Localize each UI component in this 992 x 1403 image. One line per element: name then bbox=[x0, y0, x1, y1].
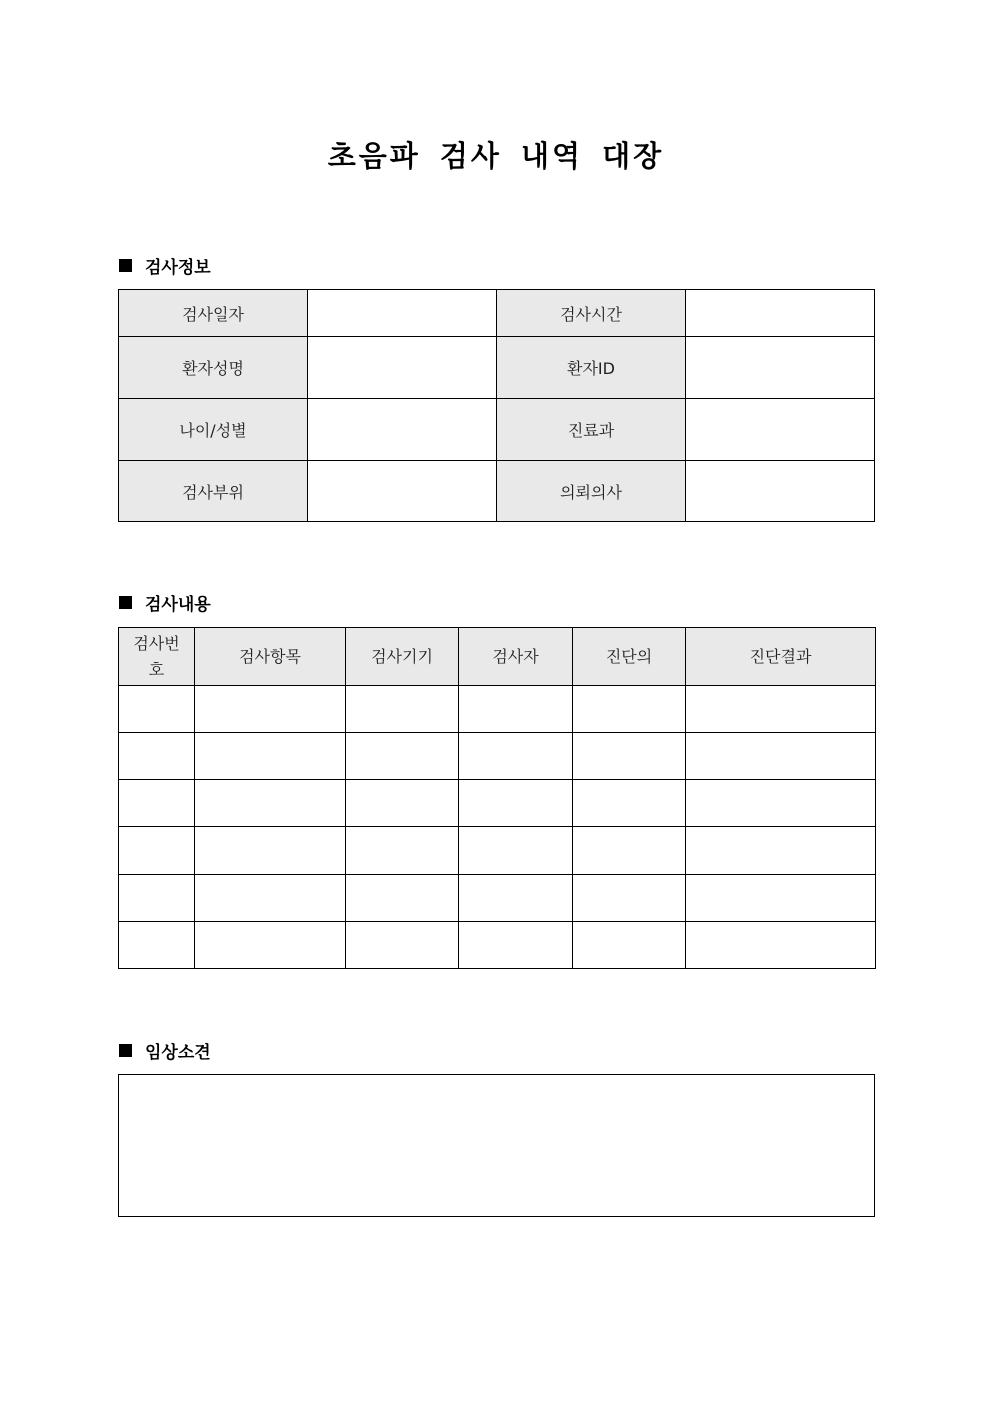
cell-diagnosis-result[interactable] bbox=[686, 922, 876, 969]
cell-exam-number[interactable] bbox=[119, 875, 195, 922]
info-row bbox=[119, 461, 875, 522]
document-title: 초음파 검사 내역 대장 bbox=[327, 139, 665, 173]
label-exam-time: 검사시간 bbox=[497, 290, 686, 337]
info-row bbox=[119, 290, 875, 337]
cell-diagnosis-result[interactable] bbox=[686, 733, 876, 780]
cell-diagnostician[interactable] bbox=[573, 733, 686, 780]
cell-diagnostician[interactable] bbox=[573, 780, 686, 827]
cell-exam-number[interactable] bbox=[119, 780, 195, 827]
exam-content-table bbox=[118, 627, 876, 969]
exam-time-field[interactable] bbox=[686, 290, 875, 337]
table-row bbox=[119, 733, 876, 780]
cell-diagnostician[interactable] bbox=[573, 875, 686, 922]
age-sex-field[interactable] bbox=[308, 399, 497, 461]
referring-doctor-field[interactable] bbox=[686, 461, 875, 522]
cell-exam-device[interactable] bbox=[346, 827, 459, 875]
table-row bbox=[119, 922, 876, 969]
section-heading-label: 임상소견 bbox=[145, 1042, 211, 1063]
clinical-opinion-field[interactable] bbox=[118, 1074, 875, 1217]
cell-examiner[interactable] bbox=[459, 780, 573, 827]
cell-exam-number[interactable] bbox=[119, 827, 195, 875]
cell-examiner[interactable] bbox=[459, 922, 573, 969]
cell-examiner[interactable] bbox=[459, 733, 573, 780]
black-square-icon bbox=[119, 596, 132, 609]
cell-exam-item[interactable] bbox=[195, 827, 346, 875]
cell-exam-device[interactable] bbox=[346, 733, 459, 780]
patient-name-field[interactable] bbox=[308, 337, 497, 399]
cell-exam-device[interactable] bbox=[346, 922, 459, 969]
section-heading-clinical-opinion bbox=[119, 1038, 211, 1062]
cell-exam-item[interactable] bbox=[195, 780, 346, 827]
label-department: 진료과 bbox=[497, 399, 686, 461]
black-square-icon bbox=[119, 259, 132, 272]
column-header-exam-number: 검사번호 bbox=[119, 628, 195, 686]
cell-examiner[interactable] bbox=[459, 875, 573, 922]
label-exam-date: 검사일자 bbox=[119, 290, 308, 337]
info-row bbox=[119, 337, 875, 399]
column-header-exam-item: 검사항목 bbox=[195, 628, 346, 686]
info-row bbox=[119, 399, 875, 461]
cell-exam-number[interactable] bbox=[119, 686, 195, 733]
cell-exam-item[interactable] bbox=[195, 733, 346, 780]
patient-id-field[interactable] bbox=[686, 337, 875, 399]
cell-exam-number[interactable] bbox=[119, 922, 195, 969]
cell-diagnostician[interactable] bbox=[573, 827, 686, 875]
section-heading-exam-info bbox=[119, 253, 211, 277]
cell-diagnostician[interactable] bbox=[573, 922, 686, 969]
cell-exam-device[interactable] bbox=[346, 875, 459, 922]
cell-exam-item[interactable] bbox=[195, 922, 346, 969]
column-header-diagnosis-result: 진단결과 bbox=[686, 628, 876, 686]
column-header-examiner: 검사자 bbox=[459, 628, 573, 686]
cell-exam-item[interactable] bbox=[195, 875, 346, 922]
label-exam-site: 검사부위 bbox=[119, 461, 308, 522]
cell-exam-number[interactable] bbox=[119, 733, 195, 780]
cell-diagnosis-result[interactable] bbox=[686, 827, 876, 875]
table-row bbox=[119, 875, 876, 922]
cell-exam-device[interactable] bbox=[346, 686, 459, 733]
exam-site-field[interactable] bbox=[308, 461, 497, 522]
cell-diagnosis-result[interactable] bbox=[686, 875, 876, 922]
cell-diagnosis-result[interactable] bbox=[686, 686, 876, 733]
section-heading-label: 검사정보 bbox=[145, 257, 211, 278]
exam-date-field[interactable] bbox=[308, 290, 497, 337]
column-header-exam-device: 검사기기 bbox=[346, 628, 459, 686]
cell-diagnostician[interactable] bbox=[573, 686, 686, 733]
cell-examiner[interactable] bbox=[459, 686, 573, 733]
label-patient-name: 환자성명 bbox=[119, 337, 308, 399]
black-square-icon bbox=[119, 1044, 132, 1057]
column-header-diagnostician: 진단의 bbox=[573, 628, 686, 686]
section-heading-exam-content bbox=[119, 590, 211, 614]
table-header-row bbox=[119, 628, 876, 686]
cell-exam-item[interactable] bbox=[195, 686, 346, 733]
section-heading-label: 검사내용 bbox=[145, 594, 211, 615]
department-field[interactable] bbox=[686, 399, 875, 461]
cell-diagnosis-result[interactable] bbox=[686, 780, 876, 827]
cell-exam-device[interactable] bbox=[346, 780, 459, 827]
label-patient-id: 환자ID bbox=[497, 337, 686, 399]
label-referring-doctor: 의뢰의사 bbox=[497, 461, 686, 522]
table-row bbox=[119, 780, 876, 827]
label-age-sex: 나이/성별 bbox=[119, 399, 308, 461]
exam-info-table bbox=[118, 289, 875, 522]
cell-examiner[interactable] bbox=[459, 827, 573, 875]
table-row bbox=[119, 686, 876, 733]
table-row bbox=[119, 827, 876, 875]
